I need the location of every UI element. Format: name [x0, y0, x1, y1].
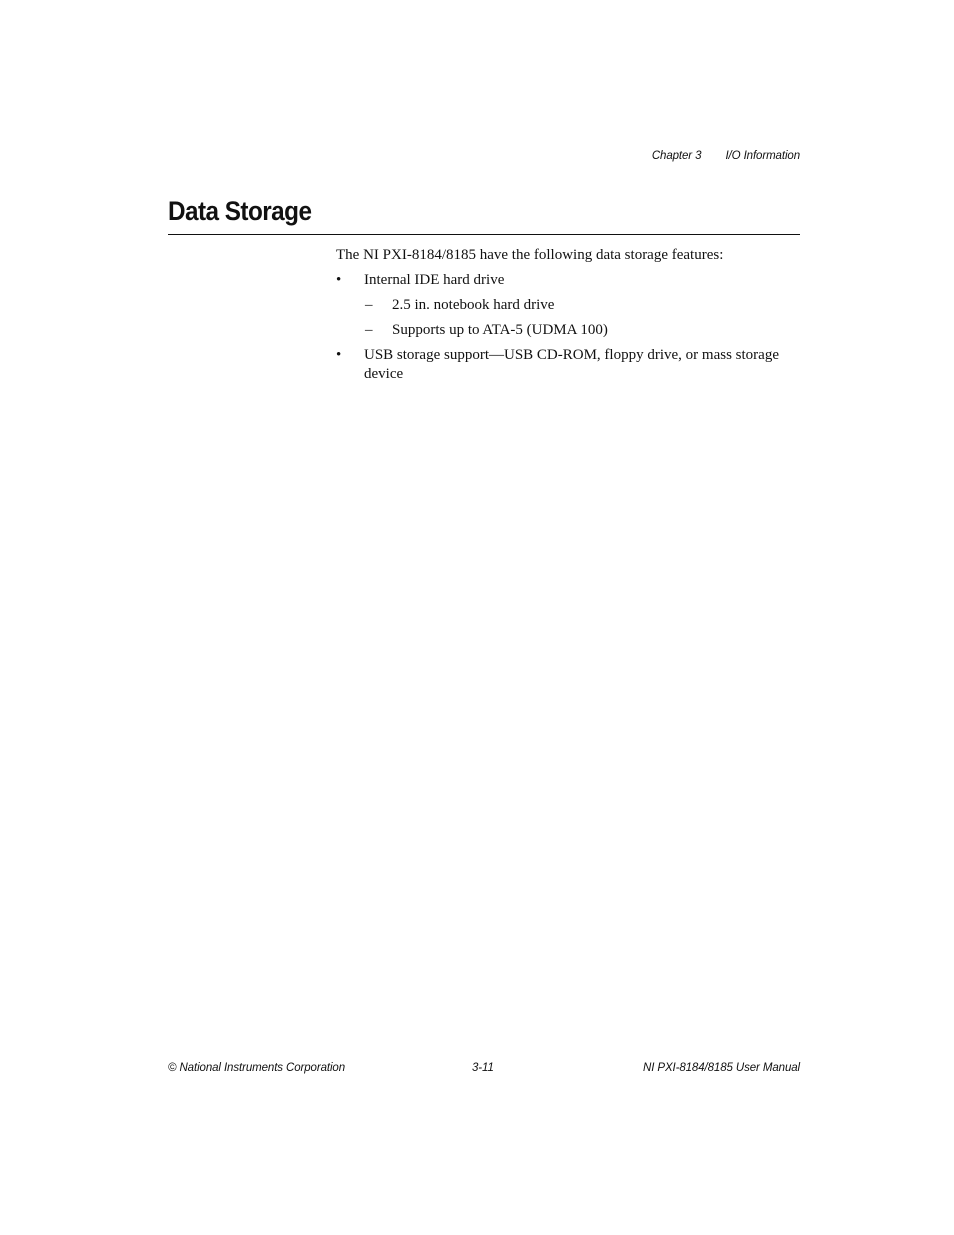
list-item [336, 271, 800, 340]
sub-list-item-text: Supports up to ATA-5 (UDMA 100) [392, 322, 608, 338]
section-label: I/O Information [725, 150, 800, 162]
list-item [336, 346, 800, 384]
bullet-marker: • [336, 272, 342, 288]
intro-paragraph: The NI PXI-8184/8185 have the following data storage features: [336, 247, 724, 263]
list-item-text: Internal IDE hard drive [364, 272, 505, 288]
sub-feature-list [364, 296, 800, 340]
chapter-label: Chapter 3 [651, 150, 702, 162]
dash-marker: – [365, 322, 373, 338]
list-item-text: USB storage support—USB CD-ROM, floppy drive, or mass storage device [364, 347, 779, 382]
sub-list-item [364, 321, 800, 340]
footer-manual-title: NI PXI-8184/8185 User Manual [642, 1062, 800, 1074]
sub-list-item [364, 296, 800, 315]
page-footer [168, 1062, 800, 1078]
sub-list-item-text: 2.5 in. notebook hard drive [392, 297, 555, 313]
section-title: Data Storage [168, 196, 312, 226]
dash-marker: – [365, 297, 373, 313]
running-header [652, 150, 800, 162]
footer-copyright: © National Instruments Corporation [168, 1062, 346, 1074]
feature-list [336, 271, 800, 384]
bullet-marker: • [336, 347, 342, 363]
page-number: 3-11 [472, 1062, 494, 1074]
title-rule [168, 234, 800, 235]
section-body [336, 246, 800, 384]
